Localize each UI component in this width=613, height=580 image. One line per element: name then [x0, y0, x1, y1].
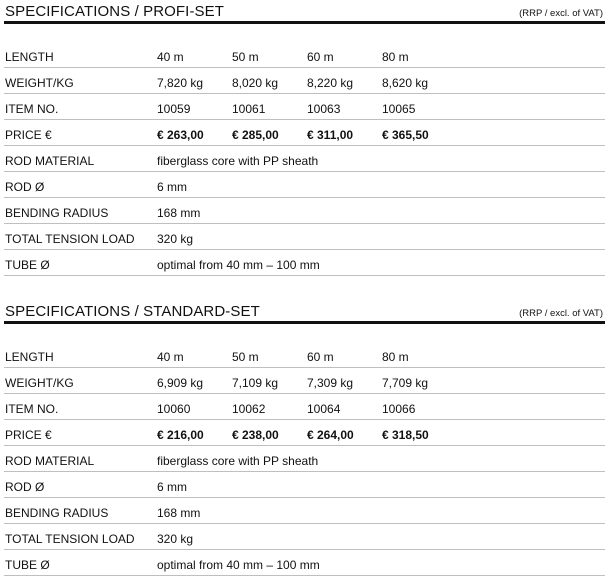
- weight-value: 8,620 kg: [382, 76, 429, 90]
- spec-row-weight: [4, 368, 605, 394]
- section-title: SPECIFICATIONS / PROFI-SET: [5, 3, 225, 20]
- tension-load-value: 320 kg: [157, 232, 194, 246]
- row-label: ROD MATERIAL: [5, 154, 95, 168]
- weight-value: 7,109 kg: [232, 376, 279, 390]
- spec-row-rod-diameter: [4, 472, 605, 498]
- row-label: LENGTH: [5, 350, 54, 364]
- spec-row-tension-load: [4, 524, 605, 550]
- spec-row-rod-material: [4, 446, 605, 472]
- item-number: 10062: [232, 402, 266, 416]
- weight-value: 8,220 kg: [307, 76, 354, 90]
- item-number: 10059: [157, 102, 191, 116]
- spec-row-bending-radius: [4, 198, 605, 224]
- tube-diameter-value: optimal from 40 mm – 100 mm: [157, 258, 320, 272]
- price-note: (RRP / excl. of VAT): [519, 8, 603, 19]
- row-label: TOTAL TENSION LOAD: [5, 532, 135, 546]
- spec-row-tube-diameter: [4, 550, 605, 576]
- bending-radius-value: 168 mm: [157, 506, 201, 520]
- spec-row-rod-diameter: [4, 172, 605, 198]
- row-label: WEIGHT/KG: [5, 376, 74, 390]
- section-title: SPECIFICATIONS / STANDARD-SET: [5, 303, 260, 320]
- price-value: € 216,00: [157, 428, 204, 442]
- spec-section-standard-set: [4, 300, 605, 576]
- bending-radius-value: 168 mm: [157, 206, 201, 220]
- rod-material-value: fiberglass core with PP sheath: [157, 454, 319, 468]
- row-label: ROD Ø: [5, 180, 45, 194]
- item-number: 10065: [382, 102, 416, 116]
- length-value: 40 m: [157, 50, 184, 64]
- row-label: ROD MATERIAL: [5, 454, 95, 468]
- price-value: € 311,00: [307, 128, 354, 142]
- spec-row-tube-diameter: [4, 250, 605, 276]
- price-value: € 318,50: [382, 428, 429, 442]
- length-value: 80 m: [382, 50, 409, 64]
- row-label: LENGTH: [5, 50, 54, 64]
- row-label: BENDING RADIUS: [5, 506, 109, 520]
- price-value: € 285,00: [232, 128, 279, 142]
- tension-load-value: 320 kg: [157, 532, 194, 546]
- row-label: BENDING RADIUS: [5, 206, 109, 220]
- spec-section-profi-set: [4, 0, 605, 276]
- section-header: [4, 300, 605, 324]
- rod-diameter-value: 6 mm: [157, 480, 187, 494]
- weight-value: 7,309 kg: [307, 376, 354, 390]
- row-label: TOTAL TENSION LOAD: [5, 232, 135, 246]
- row-label: WEIGHT/KG: [5, 76, 74, 90]
- weight-value: 8,020 kg: [232, 76, 279, 90]
- spec-row-price: [4, 120, 605, 146]
- item-number: 10066: [382, 402, 416, 416]
- price-note: (RRP / excl. of VAT): [519, 308, 603, 319]
- row-label: TUBE Ø: [5, 258, 50, 272]
- spec-row-item-no: [4, 94, 605, 120]
- row-label: PRICE €: [5, 128, 52, 142]
- price-value: € 238,00: [232, 428, 279, 442]
- spec-row-bending-radius: [4, 498, 605, 524]
- spec-row-tension-load: [4, 224, 605, 250]
- length-value: 40 m: [157, 350, 184, 364]
- length-value: 80 m: [382, 350, 409, 364]
- spec-row-length: [4, 342, 605, 368]
- weight-value: 7,820 kg: [157, 76, 204, 90]
- length-value: 50 m: [232, 350, 259, 364]
- spec-row-length: [4, 42, 605, 68]
- row-label: ROD Ø: [5, 480, 45, 494]
- length-value: 60 m: [307, 350, 334, 364]
- row-label: PRICE €: [5, 428, 52, 442]
- item-number: 10060: [157, 402, 191, 416]
- weight-value: 7,709 kg: [382, 376, 429, 390]
- tube-diameter-value: optimal from 40 mm – 100 mm: [157, 558, 320, 572]
- spec-row-price: [4, 420, 605, 446]
- section-header: [4, 0, 605, 24]
- price-value: € 263,00: [157, 128, 204, 142]
- rod-diameter-value: 6 mm: [157, 180, 187, 194]
- item-number: 10061: [232, 102, 266, 116]
- spec-row-rod-material: [4, 146, 605, 172]
- spec-row-weight: [4, 68, 605, 94]
- row-label: TUBE Ø: [5, 558, 50, 572]
- length-value: 50 m: [232, 50, 259, 64]
- row-label: ITEM NO.: [5, 102, 59, 116]
- rod-material-value: fiberglass core with PP sheath: [157, 154, 319, 168]
- spec-row-item-no: [4, 394, 605, 420]
- row-label: ITEM NO.: [5, 402, 59, 416]
- price-value: € 264,00: [307, 428, 354, 442]
- price-value: € 365,50: [382, 128, 429, 142]
- length-value: 60 m: [307, 50, 334, 64]
- spec-table: [4, 342, 605, 576]
- spec-table: [4, 42, 605, 276]
- weight-value: 6,909 kg: [157, 376, 204, 390]
- item-number: 10063: [307, 102, 341, 116]
- item-number: 10064: [307, 402, 341, 416]
